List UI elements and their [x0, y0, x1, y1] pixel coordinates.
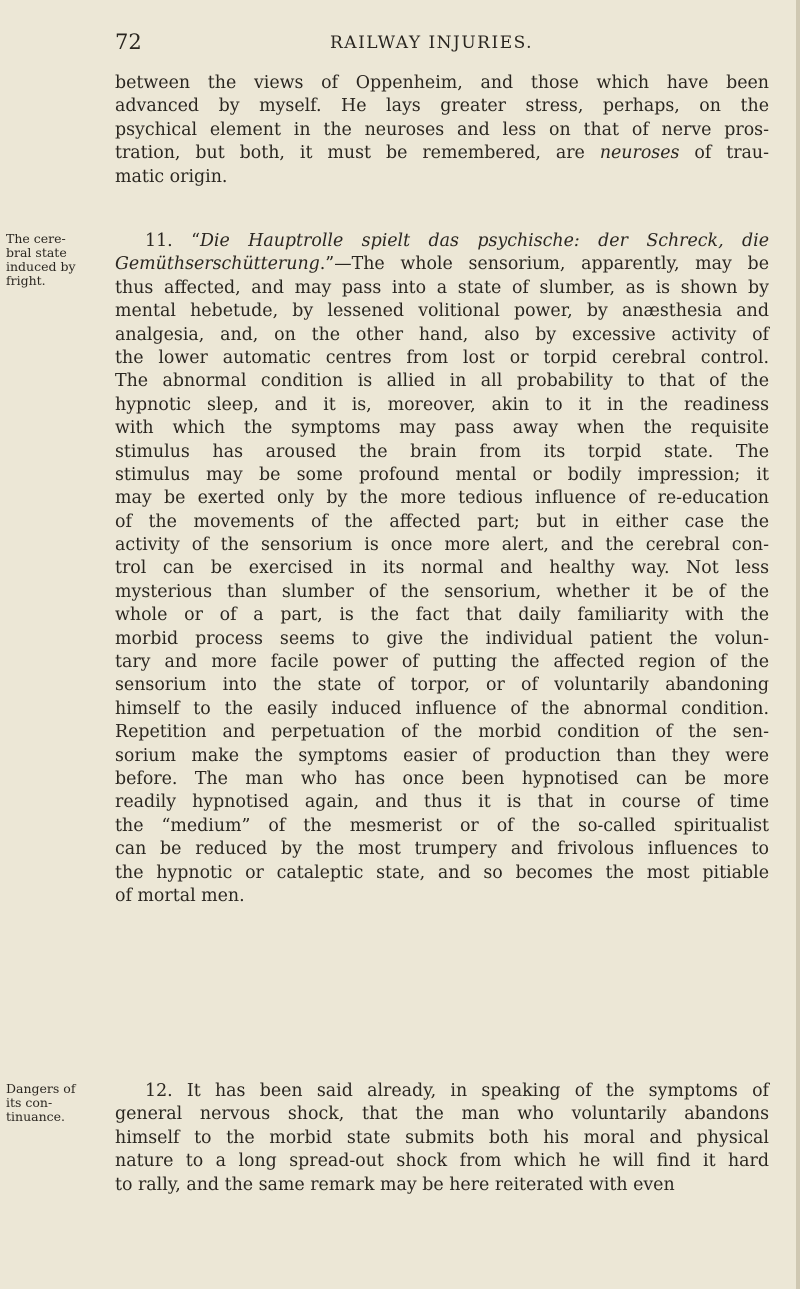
text-line: the lower automatic centres from lost or torpid cerebral control. — [115, 347, 769, 368]
text-line: whole or of a part, is the fact that daily familiarity with the — [115, 605, 769, 626]
margin-note-line: fright. — [6, 273, 46, 288]
text-line: himself to the easily induced influence of the abnormal condition. — [115, 698, 769, 719]
quote-mark: “ — [191, 231, 200, 251]
german-quote: Gemüthserschütterung — [115, 254, 320, 275]
paragraph-11 — [115, 230, 769, 908]
margin-note-line: induced by — [6, 259, 76, 274]
text-line: himself to the morbid state submits both his moral and physical — [115, 1127, 769, 1148]
text-line: morbid process seems to give the individual patient the volun- — [115, 628, 769, 649]
margin-note-line: its con- — [6, 1095, 53, 1110]
margin-note-dangers — [6, 1082, 75, 1124]
text-line: general nervous shock, that the man who voluntarily abandons — [115, 1104, 769, 1125]
text-line: with which the symptoms may pass away when the requisite — [115, 418, 769, 439]
text-line: psychical element in the neuroses and less on that of nerve pros- — [115, 119, 769, 140]
running-title: RAILWAY INJURIES. — [330, 33, 534, 53]
text-line: advanced by myself. He lays greater stress, perhaps, on the — [115, 96, 769, 117]
text-line — [115, 142, 769, 165]
text-line: The abnormal condition is allied in all probability to that of the — [115, 371, 769, 392]
text-line: may be exerted only by the more tedious influence of re-education — [115, 488, 769, 509]
text-line: of mortal men. — [115, 885, 245, 906]
text-line: the hypnotic or cataleptic state, and so becomes the most pitiable — [115, 862, 769, 883]
german-quote: Die Hauptrolle spielt das psychische: der Schreck, die — [199, 231, 769, 251]
text-line: can be reduced by the most trumpery and frivolous influences to — [115, 839, 769, 860]
text-line: sorium make the symptoms easier of production than they were — [115, 745, 769, 766]
text-line: activity of the sensorium is once more alert, and the cerebral con- — [115, 535, 769, 556]
text-line: mysterious than slumber of the sensorium, whether it be of the — [115, 581, 769, 602]
text-line: to rally, and the same remark may be here reiterated with even — [115, 1174, 675, 1195]
text-line: tary and more facile power of putting the affected region of the — [115, 652, 769, 673]
text-line — [115, 230, 769, 253]
text-line — [115, 253, 769, 276]
margin-note-cerebral-state — [6, 232, 76, 288]
margin-note-line: The cere- — [6, 231, 66, 246]
page-edge — [796, 0, 800, 1289]
text-line: Repetition and perpetuation of the morbid condition of the sen- — [115, 722, 769, 743]
text-segment: tration, but both, it must be remembered, are — [115, 143, 600, 164]
paragraph-12 — [115, 1080, 769, 1197]
text-line: thus affected, and may pass into a state of slumber, as is shown by — [115, 277, 769, 298]
emphasis-neuroses: neuroses — [599, 143, 680, 164]
text-line: 12. It has been said already, in speaking of the symptoms of — [145, 1081, 769, 1101]
section-number: 11. — [145, 231, 192, 251]
text-line: trol can be exercised in its normal and healthy way. Not less — [115, 558, 769, 579]
text-line: before. The man who has once been hypnotised can be more — [115, 768, 769, 789]
margin-note-line: Dangers of — [6, 1081, 76, 1096]
text-segment: of trau- — [679, 143, 769, 164]
text-line: nature to a long spread-out shock from which he will find it hard — [115, 1151, 769, 1172]
text-line: sensorium into the state of torpor, or of voluntarily abandoning — [115, 675, 769, 696]
text-line: matic origin. — [115, 166, 228, 187]
text-line: analgesia, and, on the other hand, also by excessive activity of — [115, 324, 769, 345]
text-line: of the movements of the affected part; but in either case the — [115, 511, 769, 532]
text-line: hypnotic sleep, and it is, moreover, akin to it in the readiness — [115, 394, 769, 415]
running-head — [0, 30, 800, 58]
text-line: the “medium” of the mesmerist or of the so-called spiritualist — [115, 815, 769, 836]
paragraph-intro — [115, 72, 769, 189]
page-number: 72 — [115, 30, 142, 54]
margin-note-line: tinuance. — [6, 1109, 65, 1124]
text-line: stimulus has aroused the brain from its torpid state. The — [115, 441, 769, 462]
margin-note-line: bral state — [6, 245, 67, 260]
text-line: between the views of Oppenheim, and those which have been — [115, 73, 769, 93]
text-segment: .”—The whole sensorium, apparently, may be — [319, 254, 769, 275]
text-line: readily hypnotised again, and thus it is that in course of time — [115, 792, 769, 813]
text-line: mental hebetude, by lessened volitional power, by anæsthesia and — [115, 301, 769, 322]
text-line: stimulus may be some profound mental or bodily impression; it — [115, 464, 769, 485]
